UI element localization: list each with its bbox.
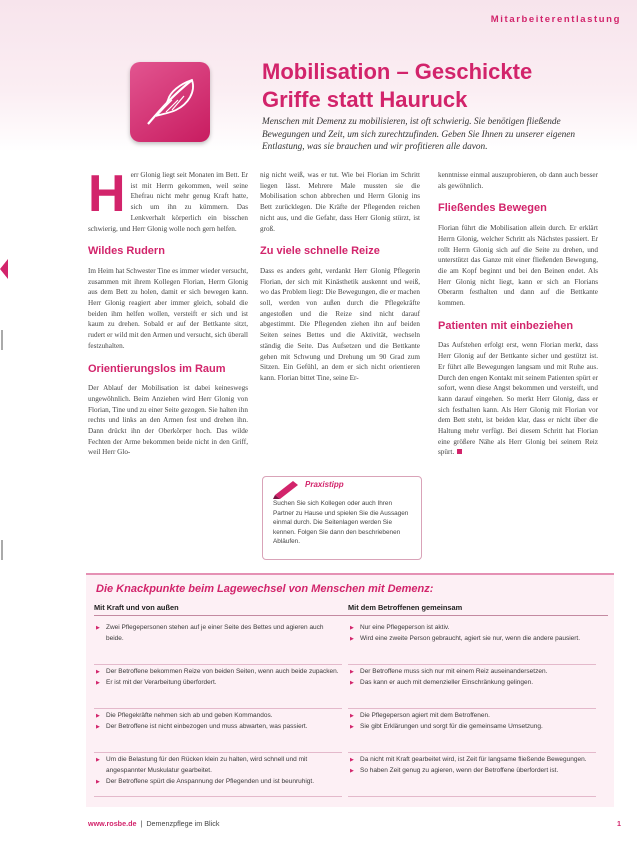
binder-mark bbox=[0, 330, 10, 350]
footer: www.rosbe.de | Demenzpflege im Blick bbox=[88, 819, 220, 828]
footer-publication: Demenzpflege im Blick bbox=[146, 819, 220, 828]
col3-paragraph-3: Das Aufstehen erfolgt erst, wenn Florian merkt, dass Herr Glonig auf der Bettkante sicher und gestützt ist. Er führt alle Bewegungen langsam und mit Ruhe aus. Durch den engen Kontakt mit seinem Patienten spürt er sofort, wenn diese Angst bekommen und versteift, und kann darauf eingehen. So merkt Herr Glonig, dass er sich festhalten kann. Als Herr Glonig mit Florian vor dem Bett steht, ist beiden klar, dass er nicht über die Haltung mehr verfügt. Bei diesem Schritt hat Florian eine größere Nähe als Herr Glonig bei seinem Reiz spürt. bbox=[438, 341, 598, 457]
feather-logo bbox=[130, 62, 210, 142]
knackpunkte-item: ▶ Da nicht mit Kraft gearbeitet wird, ist Zeit für langsame fließende Bewegungen. bbox=[348, 755, 596, 766]
feather-icon bbox=[138, 70, 202, 134]
col2-paragraph-1: nig nicht weiß, was er tut. Wie bei Florian im Schritt liegen lässt. Mehrere Male mussten sie die Mobilisation schon abbrechen und Herrn Glonig ins Bett zurücklegen. Die Kräfte der Pflegenden reichen nicht aus, und die Gefahr, dass Herr Glonig stürzt, ist groß. bbox=[260, 171, 420, 233]
knackpunkte-group-right bbox=[348, 753, 596, 797]
knackpunkte-item: ▶ Der Betroffene ist nicht einbezogen und muss abwarten, was passiert. bbox=[94, 722, 342, 733]
col3-paragraph-1: kenntnisse einmal auszuprobieren, ob dann auch besser als gewöhnlich. bbox=[438, 171, 598, 190]
knackpunkte-item: ▶ Das kann er auch mit demenzieller Einschränkung gelingen. bbox=[348, 678, 596, 689]
heading-orientierungslos: Orientierungslos im Raum bbox=[88, 362, 226, 375]
header-rule bbox=[94, 615, 608, 616]
knackpunkte-group-right bbox=[348, 621, 596, 665]
knackpunkte-box bbox=[86, 573, 614, 807]
page-title bbox=[262, 58, 602, 114]
column-header-left: Mit Kraft und von außen bbox=[94, 603, 179, 612]
dropcap: H bbox=[88, 165, 126, 223]
heading-patienten-einbeziehen: Patienten mit einbeziehen bbox=[438, 319, 574, 332]
pencil-icon bbox=[271, 477, 301, 499]
col2-paragraph-2: Dass es anders geht, verdankt Herr Glonig Pflegerin Florian, der sich mit Kinästhetik auskennt und weiß, wo das Problem liegt: Die Bewegungen, die er machen soll, werden von außen durch die Pflegekräfte angestoßen und die Reize sind nicht darauf abgestimmt. Die Pflegenden ziehen ihn auf beiden Seiten seines Bettes und die Aktivität, wechseln ständig die Seite. Das Aufsetzen und die Bettkante gehen mit Schwung und Drehung um 90 Grad zum Sitzen. Ein Gefühl, an dem er sich nicht orientieren kann. Florian bittet Tine, seine Er- bbox=[260, 266, 420, 382]
knackpunkte-right-column bbox=[348, 621, 596, 797]
title-line-1: Mobilisation – Geschickte bbox=[262, 59, 533, 84]
knackpunkte-item: ▶ Der Betroffene bekommen Reize von beiden Seiten, wenn auch beide zupacken. bbox=[94, 667, 342, 678]
knackpunkte-title: Die Knackpunkte beim Lagewechsel von Menschen mit Demenz: bbox=[96, 583, 434, 595]
knackpunkte-item: ▶ Um die Belastung für den Rücken klein zu halten, wird schnell und mit angespannter Muskulatur gearbeitet. bbox=[94, 755, 342, 777]
knackpunkte-item: ▶ Wird eine zweite Person gebraucht, agiert sie nur, wenn die andere pausiert. bbox=[348, 634, 596, 645]
article-column-1 bbox=[88, 165, 248, 464]
knackpunkte-group-left bbox=[94, 709, 342, 753]
section-label: Mitarbeiterentlastung bbox=[490, 14, 621, 25]
column-header-right: Mit dem Betroffenen gemeinsam bbox=[348, 603, 463, 612]
knackpunkte-group-left bbox=[94, 621, 342, 665]
knackpunkte-item: ▶ Der Betroffene muss sich nur mit einem Reiz auseinandersetzen. bbox=[348, 667, 596, 678]
praxistipp-box bbox=[262, 476, 422, 560]
heading-wildes-rudern: Wildes Rudern bbox=[88, 245, 165, 258]
heading-fliessendes-bewegen: Fließendes Bewegen bbox=[438, 202, 547, 215]
knackpunkte-group-right bbox=[348, 709, 596, 753]
col1-paragraph-3: Der Ablauf der Mobilisation ist dabei keineswegs ungewöhnlich. Beim Anziehen wird Herr Glonig von Florian, Tine und zu einer Seite gezogen. Sie halten ihn rechts und links an den Armen fest und drehen ihn. Dann drückt ihn der Oberkörper hoch. Das wilde Fechten der Arme bekommen beide nicht in den Griff, weil Herr Glo- bbox=[88, 384, 248, 457]
col1-paragraph-1: err Glonig liegt seit Monaten im Bett. Er ist mit Herrn gekommen, weil seine Ehefrau nicht mehr genug Kraft hatte, sich um ihn zu kümmern. Das Lenkverhalt körperlich ein bisschen schwierig, und Herr Glonig wolle noch gern helfen. bbox=[88, 171, 248, 233]
heading-zu-viele-reize: Zu viele schnelle Reize bbox=[260, 245, 380, 258]
page-number: 1 bbox=[617, 819, 621, 828]
binder-mark bbox=[0, 540, 10, 560]
knackpunkte-item: ▶ Der Betroffene spürt die Anspannung der Pflegenden und ist beunruhigt. bbox=[94, 777, 342, 788]
praxistipp-text: Suchen Sie sich Kollegen oder auch Ihren Partner zu Hause und spielen Sie die Aussagen einmal durch. Die Seitenlagen werden Sie kennen. Folgen Sie dann den beschriebenen Abläufen. bbox=[273, 500, 409, 546]
col1-paragraph-2: Im Heim hat Schwester Tine es immer wieder versucht, zusammen mit ihrem Kollegen Florian, Herrn Glonig aus dem Bett zu holen, damit er sich bewegen kann. Herr Glonig reagiert aber immer gleich, sobald die beiden ihm helfen wollen, versteift er sich und ist kaum zu drehen. Sobald er auf der Bettkante sitzt, rudert er wild mit den Armen und versucht, sich überall festzuhalten. bbox=[88, 266, 248, 350]
knackpunkte-item: ▶ Sie gibt Erklärungen und sorgt für die gemeinsame Umsetzung. bbox=[348, 722, 596, 733]
col3-paragraph-2: Florian führt die Mobilisation allein durch. Er erklärt Herrn Glonig, welcher Schritt als Nächstes passiert. Er rollt Herrn Glonig sich auf die Seite zu drehen, und unterstützt das Ganze mit einer fließenden Bewegung, die am Kopf beginnt und bei den Beinen endet. Als Herr Glonig nicht liegt, kann er sich an Florians Oberarm festhalten und dann auf die Bettkante kommen. bbox=[438, 224, 598, 308]
article-end-mark bbox=[457, 449, 462, 454]
knackpunkte-item: ▶ Nur eine Pflegeperson ist aktiv. bbox=[348, 623, 596, 634]
article-column-3 bbox=[438, 170, 598, 464]
knackpunkte-item: ▶ So haben Zeit genug zu agieren, wenn der Betroffene überfordert ist. bbox=[348, 766, 596, 777]
footer-url: www.rosbe.de bbox=[88, 819, 137, 828]
binder-mark bbox=[0, 255, 10, 283]
knackpunkte-group-left bbox=[94, 753, 342, 797]
intro-text: Menschen mit Demenz zu mobilisieren, ist oft schwierig. Sie benötigen fließende Bewegungen und Zeit, um sich zurechtzufinden. Geben Sie Ihnen zu unserer eigenen Entlastung, was sie brauchen und wir profitieren alle davon. bbox=[262, 117, 576, 152]
knackpunkte-group-left bbox=[94, 665, 342, 709]
knackpunkte-item: ▶ Die Pflegeperson agiert mit dem Betroffenen. bbox=[348, 711, 596, 722]
article-column-2 bbox=[260, 170, 420, 390]
knackpunkte-left-column bbox=[94, 621, 342, 797]
knackpunkte-group-right bbox=[348, 665, 596, 709]
praxistipp-title: Praxistipp bbox=[305, 480, 344, 489]
knackpunkte-item: ▶ Zwei Pflegepersonen stehen auf je einer Seite des Bettes und agieren auch beide. bbox=[94, 623, 342, 645]
knackpunkte-item: ▶ Die Pflegekräfte nehmen sich ab und geben Kommandos. bbox=[94, 711, 342, 722]
title-line-2: Griffe statt Hauruck bbox=[262, 87, 468, 112]
knackpunkte-item: ▶ Er ist mit der Verarbeitung überfordert. bbox=[94, 678, 342, 689]
